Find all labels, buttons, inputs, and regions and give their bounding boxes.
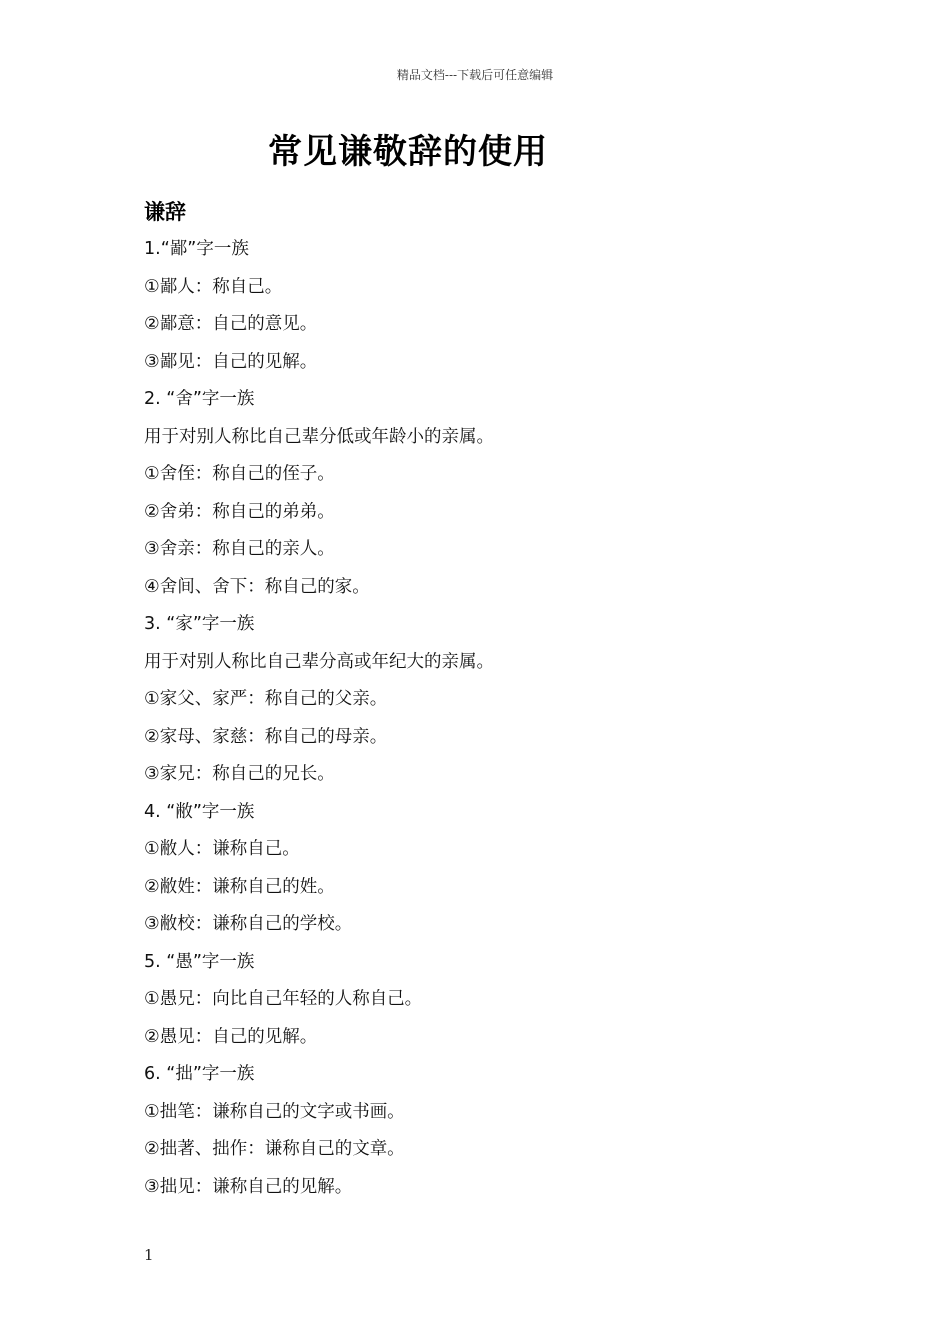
group-heading: 6. “拙”字一族 (144, 1064, 255, 1084)
group-description: 用于对别人称比自己辈分高或年纪大的亲属。 (144, 651, 494, 672)
group-heading: 2. “舍”字一族 (144, 389, 255, 409)
list-item: ③拙见：谦称自己的见解。 (144, 1176, 353, 1197)
list-item: ③敝校：谦称自己的学校。 (144, 914, 353, 934)
list-item: ①鄙人：称自己。 (144, 276, 283, 297)
list-item: ④舍间、舍下：称自己的家。 (144, 576, 370, 597)
list-item: ②拙著、拙作：谦称自己的文章。 (144, 1139, 405, 1159)
list-item: ①愚兄：向比自己年轻的人称自己。 (144, 989, 423, 1009)
page-header: 精品文档---下载后可任意编辑 (396, 68, 554, 82)
group-heading: 1.“鄙”字一族 (144, 239, 249, 259)
group-heading: 4. “敝”字一族 (144, 801, 255, 822)
list-item: ①敝人：谦称自己。 (144, 839, 300, 859)
document-title: 常见谦敬辞的使用 (268, 132, 548, 172)
list-item: ①舍侄：称自己的侄子。 (144, 464, 335, 484)
content-lines (144, 235, 844, 1210)
list-item: ②家母、家慈：称自己的母亲。 (144, 726, 388, 747)
list-item: ③舍亲：称自己的亲人。 (144, 539, 335, 559)
list-item: ①拙笔：谦称自己的文字或书画。 (144, 1101, 405, 1122)
group-description: 用于对别人称比自己辈分低或年龄小的亲属。 (144, 426, 494, 447)
list-item: ③家兄：称自己的兄长。 (144, 764, 335, 784)
list-item: ②敝姓：谦称自己的姓。 (144, 876, 335, 897)
list-item: ①家父、家严：称自己的父亲。 (144, 689, 388, 709)
list-item: ②舍弟：称自己的弟弟。 (144, 501, 335, 522)
group-heading: 3. “家”字一族 (144, 614, 255, 634)
page-number: 1 (144, 1246, 154, 1264)
list-item: ③鄙见：自己的见解。 (144, 351, 318, 372)
group-heading: 5. “愚”字一族 (144, 951, 255, 972)
list-item: ②愚见：自己的见解。 (144, 1026, 318, 1047)
section-heading: 谦辞 (144, 200, 186, 224)
list-item: ②鄙意：自己的意见。 (144, 314, 318, 334)
